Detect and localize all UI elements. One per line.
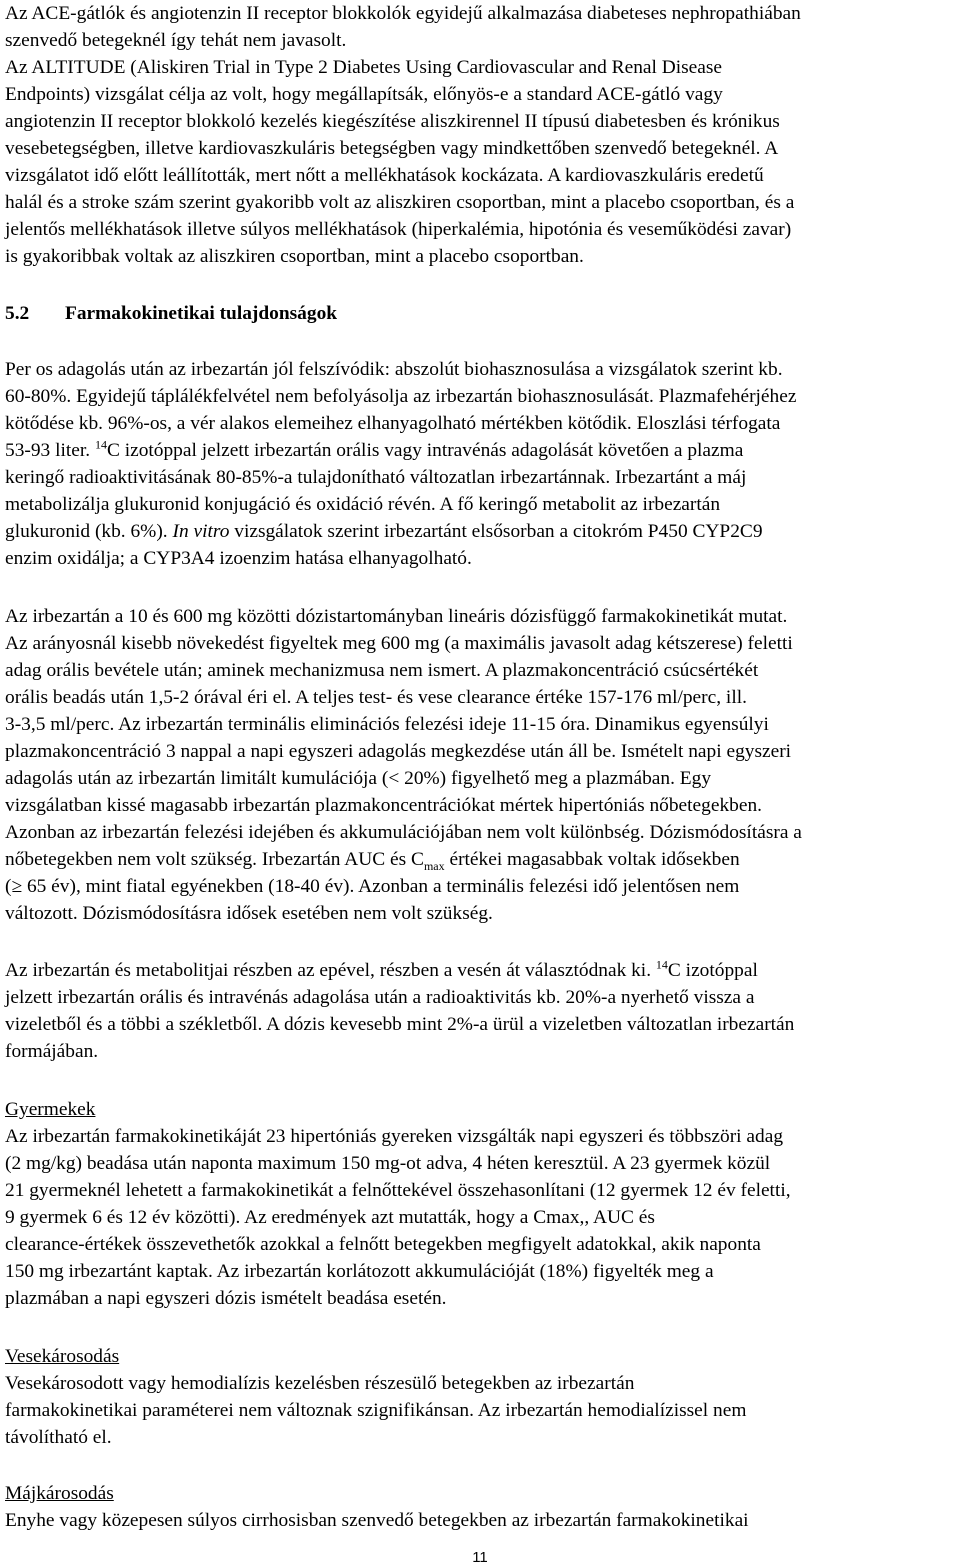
section-title: Farmakokinetikai tulajdonságok <box>65 303 338 324</box>
text-line: vizeletből és a többi a székletből. A dózis kevesebb mint 2%-a ürül a vizeletben változatlan irbezartán <box>5 1014 795 1035</box>
text-line: Az ACE-gátlók és angiotenzin II receptor blokkolók egyidejű alkalmazása diabeteses nephropathiában <box>5 3 801 24</box>
text-line: jelentős mellékhatások illetve súlyos mellékhatások (hiperkalémia, hipotónia és veseműködési zavar) <box>5 219 792 240</box>
superscript: 14 <box>655 957 668 972</box>
text-line: halál és a stroke szám szerint gyakoribb volt az aliszkiren csoportban, mint a placebo csoportban, és a <box>5 192 795 213</box>
page-number: 11 <box>472 1549 488 1566</box>
text-line: (2 mg/kg) beadása után naponta maximum 150 mg-ot adva, 4 héten keresztül. A 23 gyermek közül <box>5 1153 771 1174</box>
text-line: vesebetegségben, illetve kardiovaszkuláris betegségben vagy mindkettőben szenvedő betegeknél. A <box>5 138 779 159</box>
text-segment: 53-93 liter. <box>5 440 95 461</box>
text-line: kötődése kb. 96%-os, a vér alakos elemeihez elhanyagolható mértékben kötődik. Eloszlási térfogata <box>5 413 781 434</box>
text-segment: vizsgálatok szerint irbezartánt elsősorban a citokróm P450 CYP2C9 <box>229 521 763 542</box>
subsection-heading-children: Gyermekek <box>5 1099 96 1120</box>
text-line <box>5 518 763 545</box>
text-line: szenvedő betegeknél így tehát nem javasolt. <box>5 30 347 51</box>
text-line: enzim oxidálja; a CYP3A4 izoenzim hatása elhanyagolható. <box>5 548 472 569</box>
text-line <box>5 957 758 984</box>
text-line <box>5 846 740 873</box>
text-segment: Az irbezartán és metabolitjai részben az epével, részben a vesén át választódnak ki. <box>5 960 656 981</box>
text-line: formájában. <box>5 1041 99 1062</box>
text-line: Azonban az irbezartán felezési idejében és akkumulációjában nem volt különbség. Dózismódosításra a <box>5 822 802 843</box>
text-line: farmakokinetikai paraméterei nem változnak szignifikánsan. Az irbezartán hemodialízissel nem <box>5 1400 747 1421</box>
text-line: 9 gyermek 6 és 12 év közötti). Az eredmények azt mutatták, hogy a Cmax,, AUC és <box>5 1207 655 1228</box>
text-line <box>5 437 743 464</box>
subsection-heading-hepatic: Májkárosodás <box>5 1483 114 1504</box>
text-line: Az ALTITUDE (Aliskiren Trial in Type 2 Diabetes Using Cardiovascular and Renal Disease <box>5 57 723 78</box>
text-line: metabolizálja glukuronid konjugáció és oxidáció révén. A fő keringő metabolit az irbezartán <box>5 494 721 515</box>
text-line: 60-80%. Egyidejű táplálékfelvétel nem befolyásolja az irbezartán biohasznosulását. Plazmafehérjéhez <box>5 386 797 407</box>
text-line: Az arányosnál kisebb növekedést figyeltek meg 600 mg (a maximális javasolt adag kétszerese) feletti <box>5 633 793 654</box>
text-line: 150 mg irbezartánt kaptak. Az irbezartán korlátozott akkumulációját (18%) figyelték meg a <box>5 1261 714 1282</box>
text-line: jelzett irbezartán orális és intravénás adagolása után a radioaktivitás kb. 20%-a nyerhető vissza a <box>5 987 755 1008</box>
text-line: vizsgálatot idő előtt leállították, mert nőtt a mellékhatások kockázata. A kardiovaszkuláris eredetű <box>5 165 764 186</box>
text-line: angiotenzin II receptor blokkoló kezelés kiegészítése aliszkirennel II típusú diabetesben és krónikus <box>5 111 780 132</box>
text-line: Az irbezartán farmakokinetikáját 23 hipertóniás gyereken vizsgálták napi egyszeri és többszöri adag <box>5 1126 784 1147</box>
text-line: (≥ 65 év), mint fiatal egyénekben (18-40 év). Azonban a terminális felezési idő jelentősen nem <box>5 876 740 897</box>
section-heading <box>5 300 337 327</box>
text-segment: C izotóppal <box>667 960 758 981</box>
text-line: 21 gyermeknél lehetett a farmakokinetikát a felnőttekével összehasonlítani (12 gyermek 12 év feletti, <box>5 1180 791 1201</box>
text-line: keringő radioaktivitásának 80-85%-a tulajdonítható változatlan irbezartánnak. Irbezartánt a máj <box>5 467 747 488</box>
text-line: Endpoints) vizsgálat célja az volt, hogy megállapítsák, előnyös-e a standard ACE-gátló vagy <box>5 84 723 105</box>
text-line: orális beadás után 1,5-2 órával éri el. A teljes test- és vese clearance értéke 157-176 ml/perc, ill. <box>5 687 747 708</box>
text-line: vizsgálatban kissé magasabb irbezartán plazmakoncentrációkat mértek hipertóniás nőbetegekben. <box>5 795 763 816</box>
text-segment: glukuronid (kb. 6%). <box>5 521 173 542</box>
text-line: változott. Dózismódosításra idősek esetében nem volt szükség. <box>5 903 493 924</box>
text-line: plazmában a napi egyszeri dózis ismételt beadása esetén. <box>5 1288 447 1309</box>
text-line: adagolás után az irbezartán limitált kumulációja (< 20%) figyelhető meg a plazmában. Egy <box>5 768 712 789</box>
text-line: plazmakoncentráció 3 nappal a napi egyszeri adagolás megkezdése után áll be. Ismételt napi egyszeri <box>5 741 792 762</box>
text-line: 3-3,5 ml/perc. Az irbezartán terminális eliminációs felezési ideje 11-15 óra. Dinamikus egyensúlyi <box>5 714 769 735</box>
text-line: adag orális bevétele után; aminek mechanizmusa nem ismert. A plazmakoncentráció csúcsértékét <box>5 660 759 681</box>
text-line: Vesekárosodott vagy hemodialízis kezelésben részesülő betegekben az irbezartán <box>5 1373 635 1394</box>
subsection-heading-renal: Vesekárosodás <box>5 1346 120 1367</box>
text-segment: értékei magasabbak voltak idősekben <box>444 849 740 870</box>
text-line: Az irbezartán a 10 és 600 mg közötti dózistartományban lineáris dózisfüggő farmakokinetikát mutat. <box>5 606 788 627</box>
text-line: clearance-értékek összevethetők azokkal a felnőtt betegekben megfigyelt adatokkal, akik naponta <box>5 1234 761 1255</box>
text-line: is gyakoribbak voltak az aliszkiren csoportban, mint a placebo csoportban. <box>5 246 584 267</box>
section-number: 5.2 <box>5 303 30 324</box>
italic-text: In vitro <box>172 521 230 542</box>
text-line: Enyhe vagy közepesen súlyos cirrhosisban szenvedő betegekben az irbezartán farmakokinetikai <box>5 1510 749 1531</box>
subscript: max <box>423 858 445 873</box>
text-segment: C izotóppal jelzett irbezartán orális vagy intravénás adagolását követően a plazma <box>106 440 744 461</box>
text-line: Per os adagolás után az irbezartán jól felszívódik: abszolút biohasznosulása a vizsgálatok szerint kb. <box>5 359 783 380</box>
text-segment: nőbetegekben nem volt szükség. Irbezartán AUC és C <box>5 849 424 870</box>
text-line: távolítható el. <box>5 1427 112 1448</box>
superscript: 14 <box>94 437 107 452</box>
